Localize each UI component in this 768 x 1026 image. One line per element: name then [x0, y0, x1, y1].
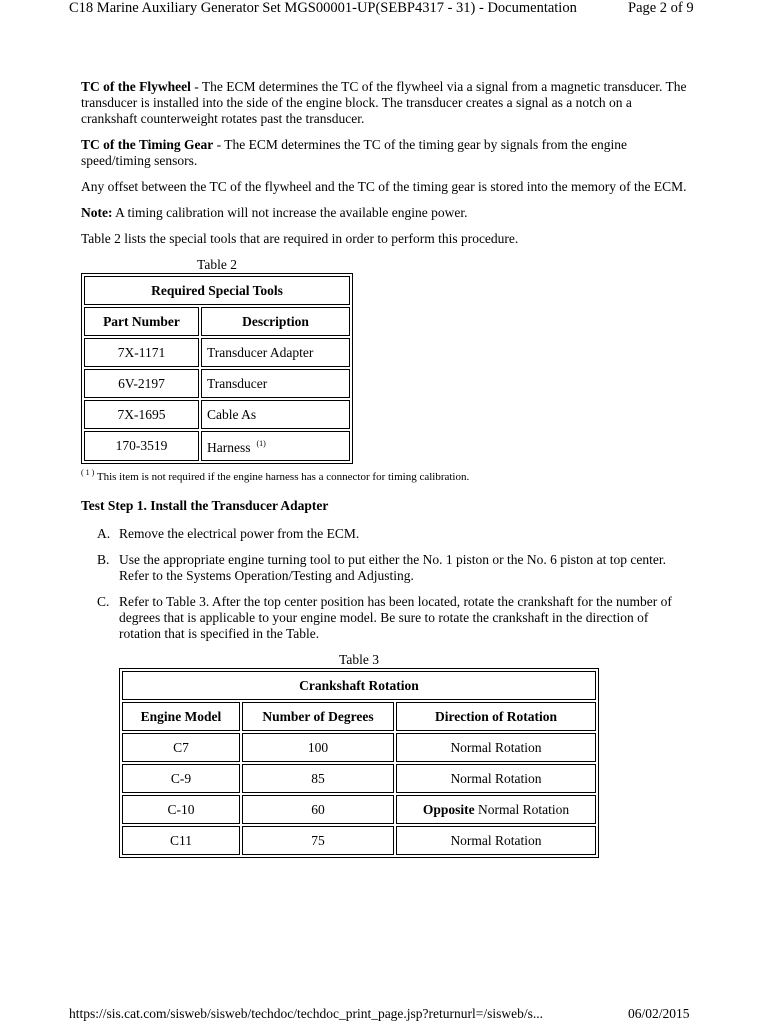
list-item: [97, 552, 691, 584]
engine-model-cell: C11: [122, 826, 240, 855]
paragraph-text: - The ECM determines the TC of the timing gear by signals from the engine speed/timing sensors.: [81, 137, 628, 168]
direction-text: Normal Rotation: [450, 832, 542, 848]
table2-caption: Table 2: [197, 257, 237, 272]
term-tc-timing-gear: TC of the Timing Gear: [81, 137, 214, 152]
term-tc-flywheel: TC of the Flywheel: [81, 79, 191, 94]
description-cell: [201, 431, 350, 461]
document-title: C18 Marine Auxiliary Generator Set MGS00001-UP(SEBP4317 - 31) - Documentation: [69, 0, 577, 16]
list-item: [97, 526, 691, 542]
paragraph-offset: Any offset between the TC of the flywheel and the TC of the timing gear is stored into the memory of the ECM.: [81, 179, 687, 194]
table-row: [84, 369, 350, 398]
direction-text: Normal Rotation: [450, 770, 542, 786]
table-title: Crankshaft Rotation: [122, 671, 596, 700]
description-cell: Transducer Adapter: [201, 338, 350, 367]
table-row: [84, 400, 350, 429]
column-header-part-number: Part Number: [84, 307, 199, 336]
table2-block: [81, 257, 353, 464]
document-body: [81, 79, 691, 858]
table-row: [122, 764, 596, 793]
test-step-title: Test Step 1. Install the Transducer Adapter: [81, 498, 329, 513]
degrees-cell: 75: [242, 826, 394, 855]
direction-cell: [396, 733, 596, 762]
table-row: [84, 431, 350, 461]
item-text: Refer to Table 3. After the top center position has been located, rotate the crankshaft for the number of degrees that is applicable to your engine model. Be sure to rotate the crankshaft in the direction of rotation that is specified in the Table.: [119, 594, 672, 641]
column-header-description: Description: [201, 307, 350, 336]
column-header-degrees: Number of Degrees: [242, 702, 394, 731]
description-text: Harness: [207, 440, 251, 455]
description-cell: Cable As: [201, 400, 350, 429]
paragraph-table2-intro: Table 2 lists the special tools that are required in order to perform this procedure.: [81, 231, 519, 246]
direction-cell: [396, 795, 596, 824]
degrees-cell: 100: [242, 733, 394, 762]
direction-text: Normal Rotation: [474, 801, 570, 817]
paragraph-text: - The ECM determines the TC of the flywheel via a signal from a magnetic transducer. The transducer is installed into the side of the engine block. The transducer creates a signal as a notch on a crankshaft counterweight rotates past the transducer.: [81, 79, 687, 126]
item-text: Use the appropriate engine turning tool to put either the No. 1 piston or the No. 6 piston at top center. Refer to the Systems Operation/Testing and Adjusting.: [119, 552, 667, 583]
note-text: A timing calibration will not increase the available engine power.: [112, 205, 468, 220]
page-header: [0, 0, 768, 20]
table-row: [122, 795, 596, 824]
direction-cell: [396, 764, 596, 793]
footnote-reference[interactable]: (1): [256, 439, 266, 448]
table2-footnote: [81, 466, 691, 484]
direction-cell: [396, 826, 596, 855]
footnote-mark: ( 1 ): [81, 468, 95, 477]
note: [81, 205, 691, 221]
column-header-engine-model: Engine Model: [122, 702, 240, 731]
table-row: [122, 733, 596, 762]
paragraph-tc-flywheel: [81, 79, 691, 127]
item-text: Remove the electrical power from the ECM.: [119, 526, 360, 541]
engine-model-cell: C-9: [122, 764, 240, 793]
table-title-row: [122, 671, 596, 700]
table-header-row: [122, 702, 596, 731]
page-footer: [0, 1006, 768, 1026]
paragraph-tc-timing-gear: [81, 137, 691, 169]
source-url[interactable]: https://sis.cat.com/sisweb/sisweb/techdoc/techdoc_print_page.jsp?returnurl=/sisweb/s...: [69, 1006, 544, 1021]
engine-model-cell: C-10: [122, 795, 240, 824]
table3-block: [119, 652, 599, 858]
item-letter: A.: [97, 526, 111, 541]
part-number-cell: 7X-1171: [84, 338, 199, 367]
footnote-text: This item is not required if the engine harness has a connector for timing calibration.: [94, 471, 470, 483]
direction-text: Normal Rotation: [450, 739, 542, 755]
table-row: [122, 826, 596, 855]
note-label: Note:: [81, 205, 113, 220]
direction-emphasis: Opposite: [422, 801, 475, 817]
item-letter: B.: [97, 552, 110, 567]
list-item: [97, 594, 691, 642]
degrees-cell: 60: [242, 795, 394, 824]
engine-model-cell: C7: [122, 733, 240, 762]
test-step-list: [81, 526, 691, 642]
table-title: Required Special Tools: [84, 276, 350, 305]
table3-caption: Table 3: [339, 652, 379, 667]
table-row: [84, 338, 350, 367]
item-letter: C.: [97, 594, 110, 609]
special-tools-table: [81, 273, 353, 464]
description-cell: Transducer: [201, 369, 350, 398]
print-date: 06/02/2015: [628, 1006, 690, 1021]
part-number-cell: 170-3519: [84, 431, 199, 461]
degrees-cell: 85: [242, 764, 394, 793]
part-number-cell: 6V-2197: [84, 369, 199, 398]
crankshaft-rotation-table: [119, 668, 599, 858]
part-number-cell: 7X-1695: [84, 400, 199, 429]
table-header-row: [84, 307, 350, 336]
table-title-row: [84, 276, 350, 305]
page-number: Page 2 of 9: [628, 0, 694, 16]
column-header-direction: Direction of Rotation: [396, 702, 596, 731]
